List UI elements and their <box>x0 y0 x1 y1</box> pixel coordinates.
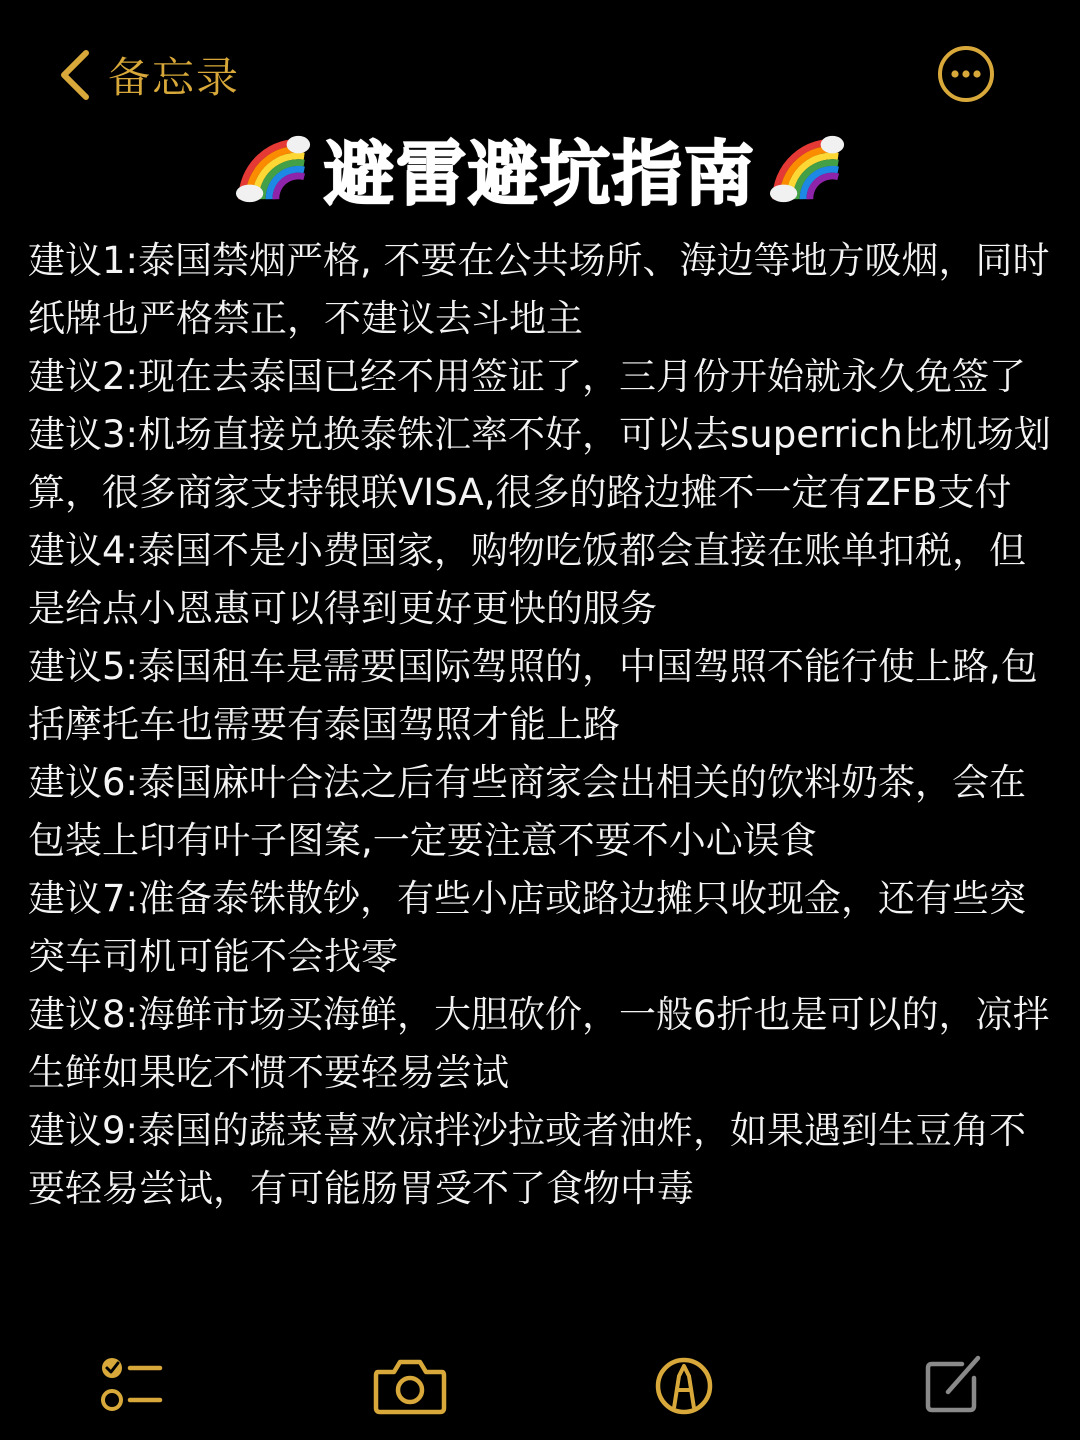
more-icon <box>936 44 996 104</box>
chevron-left-icon <box>58 49 92 101</box>
nav-bar <box>0 0 1080 130</box>
tip-item: 建议7:准备泰铢散钞，有些小店或路边摊只收现金，还有些突突车司机可能不会找零 <box>28 877 1027 978</box>
tip-item: 建议1:泰国禁烟严格, 不要在公共场所、海边等地方吸烟，同时纸牌也严格禁正，不建议去斗地主 <box>28 239 1050 340</box>
compose-icon <box>912 1346 992 1426</box>
tip-item: 建议2:现在去泰国已经不用签证了，三月份开始就永久免签了 <box>28 355 1027 398</box>
tip-item: 建议8:海鲜市场买海鲜，大胆砍价，一般6折也是可以的，凉拌生鲜如果吃不惯不要轻易尝试 <box>28 993 1050 1094</box>
camera-icon <box>370 1346 450 1426</box>
more-button[interactable] <box>936 44 996 104</box>
tip-item: 建议6:泰国麻叶合法之后有些商家会出相关的饮料奶茶，会在包装上印有叶子图案,一定要注意不要不小心误食 <box>28 761 1027 862</box>
note-title-text: 避雷避坑指南 <box>324 132 756 215</box>
note-body[interactable] <box>28 232 1058 1332</box>
rainbow-icon <box>768 129 846 207</box>
markup-pen-icon <box>644 1346 724 1426</box>
checklist-icon <box>96 1346 176 1426</box>
note-title <box>0 120 1080 216</box>
tip-item: 建议9:泰国的蔬菜喜欢凉拌沙拉或者油炸，如果遇到生豆角不要轻易尝试，有可能肠胃受不了食物中毒 <box>28 1109 1027 1210</box>
rainbow-icon <box>234 129 312 207</box>
back-label: 备忘录 <box>108 53 241 102</box>
tip-item: 建议3:机场直接兑换泰铢汇率不好，可以去superrich比机场划算，很多商家支持银联VISA,很多的路边摊不一定有ZFB支付 <box>28 413 1051 514</box>
markup-button[interactable] <box>644 1346 724 1426</box>
bottom-toolbar <box>0 1340 1080 1430</box>
camera-button[interactable] <box>370 1346 450 1426</box>
tip-item: 建议5:泰国租车是需要国际驾照的，中国驾照不能行使上路,包括摩托车也需要有泰国驾照才能上路 <box>28 645 1038 746</box>
back-button[interactable] <box>58 42 240 108</box>
compose-button[interactable] <box>912 1346 992 1426</box>
tip-item: 建议4:泰国不是小费国家，购物吃饭都会直接在账单扣税，但是给点小恩惠可以得到更好更快的服务 <box>28 529 1027 630</box>
checklist-button[interactable] <box>96 1346 176 1426</box>
